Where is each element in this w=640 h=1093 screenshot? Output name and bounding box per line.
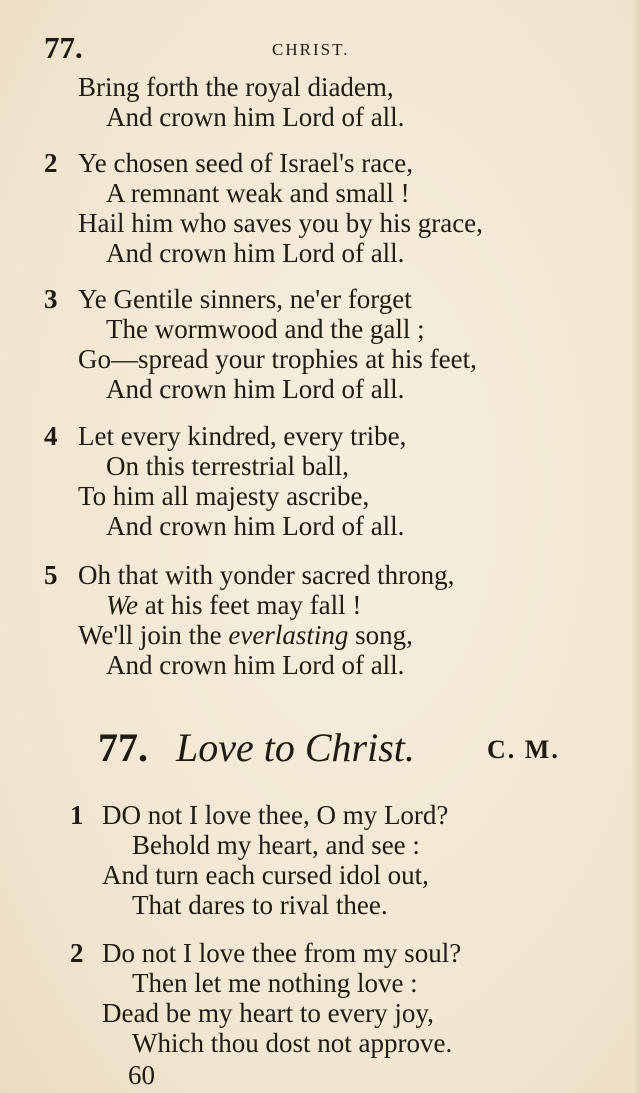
verse-line: The wormwood and the gall ;: [106, 314, 425, 344]
emphasis-word: We: [106, 590, 138, 620]
running-head: CHRIST.: [272, 40, 350, 59]
verse-line: That dares to rival thee.: [132, 890, 388, 920]
verse-line: And crown him Lord of all.: [106, 238, 405, 268]
verse-line: Ye chosen seed of Israel's race,: [78, 148, 413, 178]
verse-line-end: song,: [348, 620, 413, 650]
stanza-number: 5: [44, 560, 58, 590]
verse-line: Oh that with yonder sacred throng,: [78, 560, 455, 590]
verse-line: To him all majesty ascribe,: [78, 481, 370, 511]
page-number: 60: [128, 1060, 155, 1090]
verse-line: Behold my heart, and see :: [132, 830, 420, 860]
verse-line: Do not I love thee from my soul?: [102, 938, 462, 968]
verse-line: Hail him who saves you by his grace,: [78, 208, 483, 238]
verse-line: And crown him Lord of all.: [106, 102, 405, 132]
verse-line: [106, 590, 361, 620]
verse-line: Then let me nothing love :: [132, 968, 418, 998]
hymn-title: [0, 725, 640, 775]
page-edge: [632, 0, 640, 1093]
verse-line: Dead be my heart to every joy,: [102, 998, 434, 1028]
emphasis-word: everlasting: [228, 620, 349, 650]
header-hymn-number: 77.: [44, 30, 83, 65]
stanza-number: 4: [44, 421, 58, 451]
verse-line: And crown him Lord of all.: [106, 650, 405, 680]
stanza-number: 2: [70, 938, 84, 968]
verse-line: [78, 620, 413, 650]
verse-line: A remnant weak and small !: [106, 178, 410, 208]
verse-line: Which thou dost not approve.: [132, 1028, 453, 1058]
hymn-title-number: 77.: [98, 725, 148, 770]
verse-line: And crown him Lord of all.: [106, 511, 405, 541]
verse-line: On this terrestrial ball,: [106, 451, 349, 481]
verse-line-rest: at his feet may fall !: [138, 590, 362, 620]
stanza-number: 1: [70, 800, 84, 830]
hymn-meter: C. M.: [487, 735, 560, 764]
stanza-number: 2: [44, 148, 58, 178]
hymn-title-text: Love to Christ.: [176, 725, 415, 770]
verse-line: And crown him Lord of all.: [106, 374, 405, 404]
page-header: [0, 30, 640, 70]
verse-line: Go—spread your trophies at his feet,: [78, 344, 477, 374]
verse-line: Bring forth the royal diadem,: [78, 72, 394, 102]
verse-line: Let every kindred, every tribe,: [78, 421, 407, 451]
verse-line: DO not I love thee, O my Lord?: [102, 800, 449, 830]
verse-line-start: We'll join the: [78, 620, 229, 650]
stanza-number: 3: [44, 284, 58, 314]
verse-line: And turn each cursed idol out,: [102, 860, 429, 890]
verse-line: Ye Gentile sinners, ne'er forget: [78, 284, 412, 314]
